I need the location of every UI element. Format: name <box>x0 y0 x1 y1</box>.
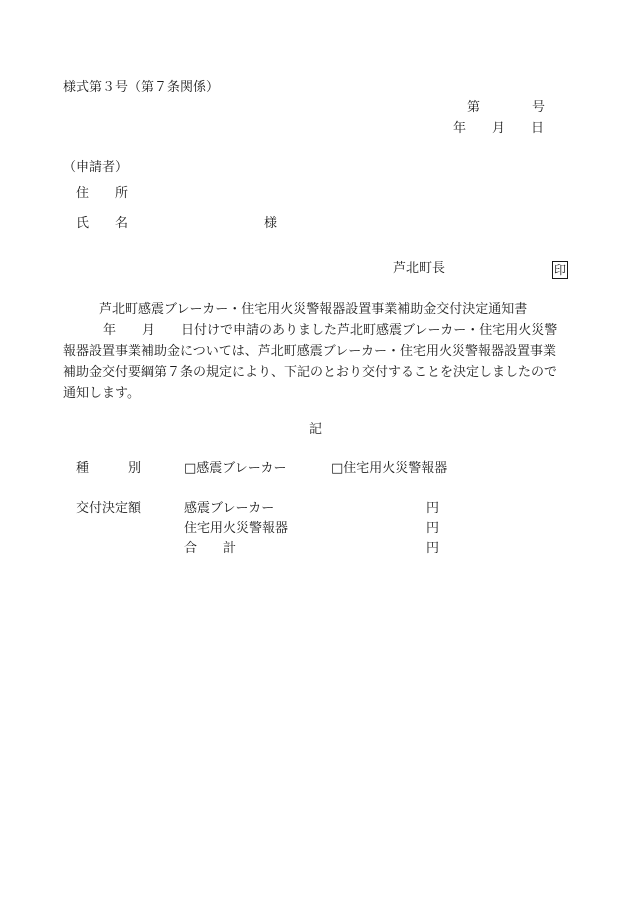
seal-mark: 印 <box>553 263 566 277</box>
amount-label: 交付決定額 <box>76 501 142 516</box>
amount-item-breaker: 感震ブレーカー <box>184 501 275 516</box>
document-number: 第 号 <box>467 100 546 115</box>
address-label: 住 所 <box>76 186 129 201</box>
applicant-label: （申請者） <box>63 160 129 175</box>
amount-unit-alarm: 円 <box>426 521 440 536</box>
body-line-3: 補助金交付要綱第７条の規定により、下記のとおり交付することを決定しましたので <box>63 365 558 380</box>
amount-unit-total: 円 <box>426 541 440 556</box>
name-label: 氏 名 <box>76 216 129 231</box>
notice-body <box>63 299 578 404</box>
ki-heading: 記 <box>309 422 323 437</box>
notice-title: 芦北町感震ブレーカー・住宅用火災警報器設置事業補助金交付決定通知書 <box>99 302 528 317</box>
type-option-alarm: □住宅用火災警報器 <box>331 461 448 476</box>
amount-item-alarm: 住宅用火災警報器 <box>184 521 289 536</box>
form-number: 様式第３号（第７条関係） <box>63 80 220 95</box>
amount-unit-breaker: 円 <box>426 501 440 516</box>
type-label: 種 別 <box>76 461 142 476</box>
type-option-breaker: □感震ブレーカー <box>184 461 287 476</box>
amount-item-total: 合 計 <box>184 541 237 556</box>
honorific: 様 <box>264 216 278 231</box>
body-line-4: 通知します。 <box>63 386 140 401</box>
document-date: 年 月 日 <box>453 121 545 136</box>
issuer-title: 芦北町長 <box>393 261 446 276</box>
body-line-2: 報器設置事業補助金については、芦北町感震ブレーカー・住宅用火災警報器設置事業 <box>63 344 556 359</box>
body-line-1: 年 月 日付けで申請のありました芦北町感震ブレーカー・住宅用火災警 <box>103 323 558 338</box>
